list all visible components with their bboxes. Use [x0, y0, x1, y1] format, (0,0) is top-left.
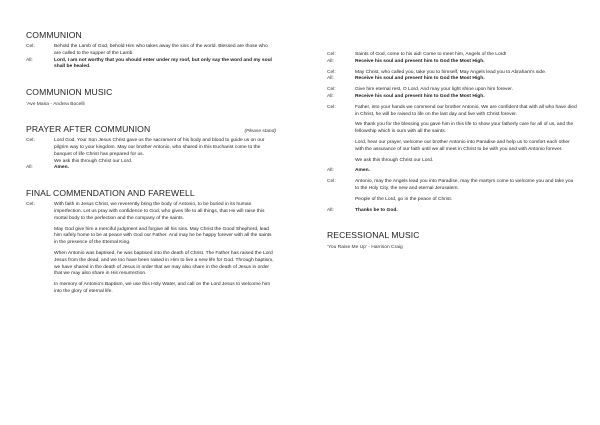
prayer-cel-text: Lord God, Your Son Jesus Christ gave us the sacrament of his body and blood to guide us on our pilgrim way to your kingdom. May our brother Antonio, who shared in this Eucharist come to the banquet of life Christ has prepared for us. [54, 138, 265, 157]
commendation-paragraph: When Antonio was baptised, he was baptised into the death of Christ. The Father has raised the Lord Jesus from the dead, and we too have been raised in Him to live a new life for God. Through baptism, we have shared in the death of Jesus in order that we may also share in the death of Jesus in order that we may also share in His resurrection. [54, 250, 274, 277]
closing-all-line [327, 168, 577, 175]
closing-all-text: Amen. [355, 168, 370, 174]
prayer-cel-line [26, 138, 276, 165]
prayer-cel-text-closing: We ask this through Christ our Lord. [54, 158, 133, 164]
communion-cel-text: Behold the Lamb of God, behold Him who takes away the sins of the world. Blessed are those who are called to the supper of the Lamb. [54, 44, 268, 56]
responsory-all-text: Receive his soul and present him to God the Most High. [355, 93, 485, 99]
speaker-label: All: [327, 93, 334, 99]
speaker-label: Cel: [327, 104, 336, 110]
please-stand-note: (Please stand) [244, 129, 276, 135]
responsory-cel-text: Give him eternal rest, O Lord, And may your light shine upon him forever. [355, 87, 513, 93]
dismissal-cel-line [327, 179, 577, 207]
communion-all-line [26, 58, 276, 72]
prayer-all-text: Amen. [54, 165, 69, 171]
responsory-all-text: Receive his soul and present him to God the Most High. [355, 76, 485, 82]
dismissal-text-block [355, 179, 577, 207]
speaker-label: Cel: [327, 52, 336, 57]
speaker-label: Cel: [327, 179, 336, 185]
prayer-all-line [26, 165, 276, 172]
speaker-label: All: [327, 76, 334, 82]
right-column [327, 52, 577, 251]
speaker-label: All: [327, 168, 334, 174]
responsory-all-text: Receive his soul and present him to God the Most High. [355, 58, 485, 64]
speaker-label: All: [26, 57, 33, 63]
communion-cel-line [26, 44, 276, 58]
closing-prayer-paragraph: Lord, hear our prayer, welcome our brother Antonio into Paradise and help us to comfort each other with the assurance of our faith until we all meet in Christ to be with you and with Antonio forever. [355, 139, 570, 152]
commendation-paragraph: In memory of Antonio's Baptism, we use this Holy Water, and call on the Lord Jesus to welcome him into the glory of eternal life. [54, 282, 271, 294]
recessional-music-piece: ‘You Raise Me Up’ - Harrison Craig [327, 245, 403, 251]
dismissal-paragraph: Antonio, may the Angels lead you into Paradise, may the martyrs come to welcome you and take you to the Holy City, the new and eternal Jerusalem. [355, 179, 574, 191]
closing-prayer-paragraph: We thank you for the blessing you gave him in this life to show your fatherly care for all of us, and the fellowship which is ours with all the saints. [355, 122, 574, 135]
responsory-cel-line [327, 87, 577, 94]
responsory-cel-line [327, 52, 577, 59]
prayer-cel-text-block [54, 138, 276, 165]
speaker-label: Cel: [26, 138, 35, 144]
communion-music-piece: ‘Ave Maria - Andrea Bocelli [26, 102, 85, 108]
speaker-label: Cel: [327, 69, 336, 75]
communion-heading: COMMUNION [26, 30, 82, 40]
left-column [26, 30, 276, 300]
responsory-cel-text: May Christ, who called you, take you to himself, May Angels lead you to Abraham's side. [355, 69, 547, 75]
speaker-label: All: [327, 58, 334, 64]
closing-prayer-paragraph: We ask this through Christ our Lord. [355, 157, 434, 163]
speaker-label: All: [327, 207, 334, 213]
speaker-label: Cel: [26, 202, 35, 208]
commendation-paragraph: With faith in Jesus Christ, we reverently bring the body of Antonio, to be buried in its human imperfection. Let us pray with confidence to God, who gives life to all things, that He will raise this mortal body to the perfection and the company of the saints. [54, 202, 265, 221]
recessional-music-heading: RECESSIONAL MUSIC [327, 230, 420, 241]
commendation-paragraph: May God give him a merciful judgment and forgive all his sins. May Christ the Good Shepherd, lead him safely home to be at peace with God our Father. And may he be happy forever with all the saints in the presence of the Eternal King. [54, 226, 272, 246]
dismissal-paragraph: People of the Lord, go in the peace of Christ. [355, 196, 453, 202]
speaker-label: Cel: [26, 44, 35, 49]
dismissal-all-text: Thanks be to God. [355, 207, 398, 213]
prayer-after-communion-header [26, 124, 276, 138]
responsory-all-line [327, 94, 577, 101]
communion-music-heading: COMMUNION MUSIC [26, 87, 113, 98]
final-commendation-text-block [54, 202, 276, 300]
speaker-label: All: [26, 165, 33, 171]
responsory-all-line [327, 59, 577, 66]
dismissal-all-line [327, 208, 577, 215]
closing-prayer-cel-line [327, 105, 577, 169]
prayer-after-communion-heading: PRAYER AFTER COMMUNION [26, 124, 151, 135]
responsory-all-line [327, 76, 577, 83]
communion-all-text: Lord, I am not worthy that you should enter under my roof, but only say the word and my soul shall be healed. [54, 57, 272, 70]
responsory-cel-text: Saints of God, come to his aid! Come to meet him, Angels of the Lord! [355, 52, 507, 57]
final-commendation-heading: FINAL COMMENDATION AND FAREWELL [26, 188, 195, 199]
speaker-label: Cel: [327, 87, 336, 93]
closing-prayer-paragraph: Father, into your hands we commend our brother Antonio. We are confident that with all who have died in Christ, he will be raised to life on the last day and live with Christ forever. [355, 104, 577, 117]
closing-prayer-text-block [355, 105, 577, 169]
final-commendation-cel-line [26, 202, 276, 300]
